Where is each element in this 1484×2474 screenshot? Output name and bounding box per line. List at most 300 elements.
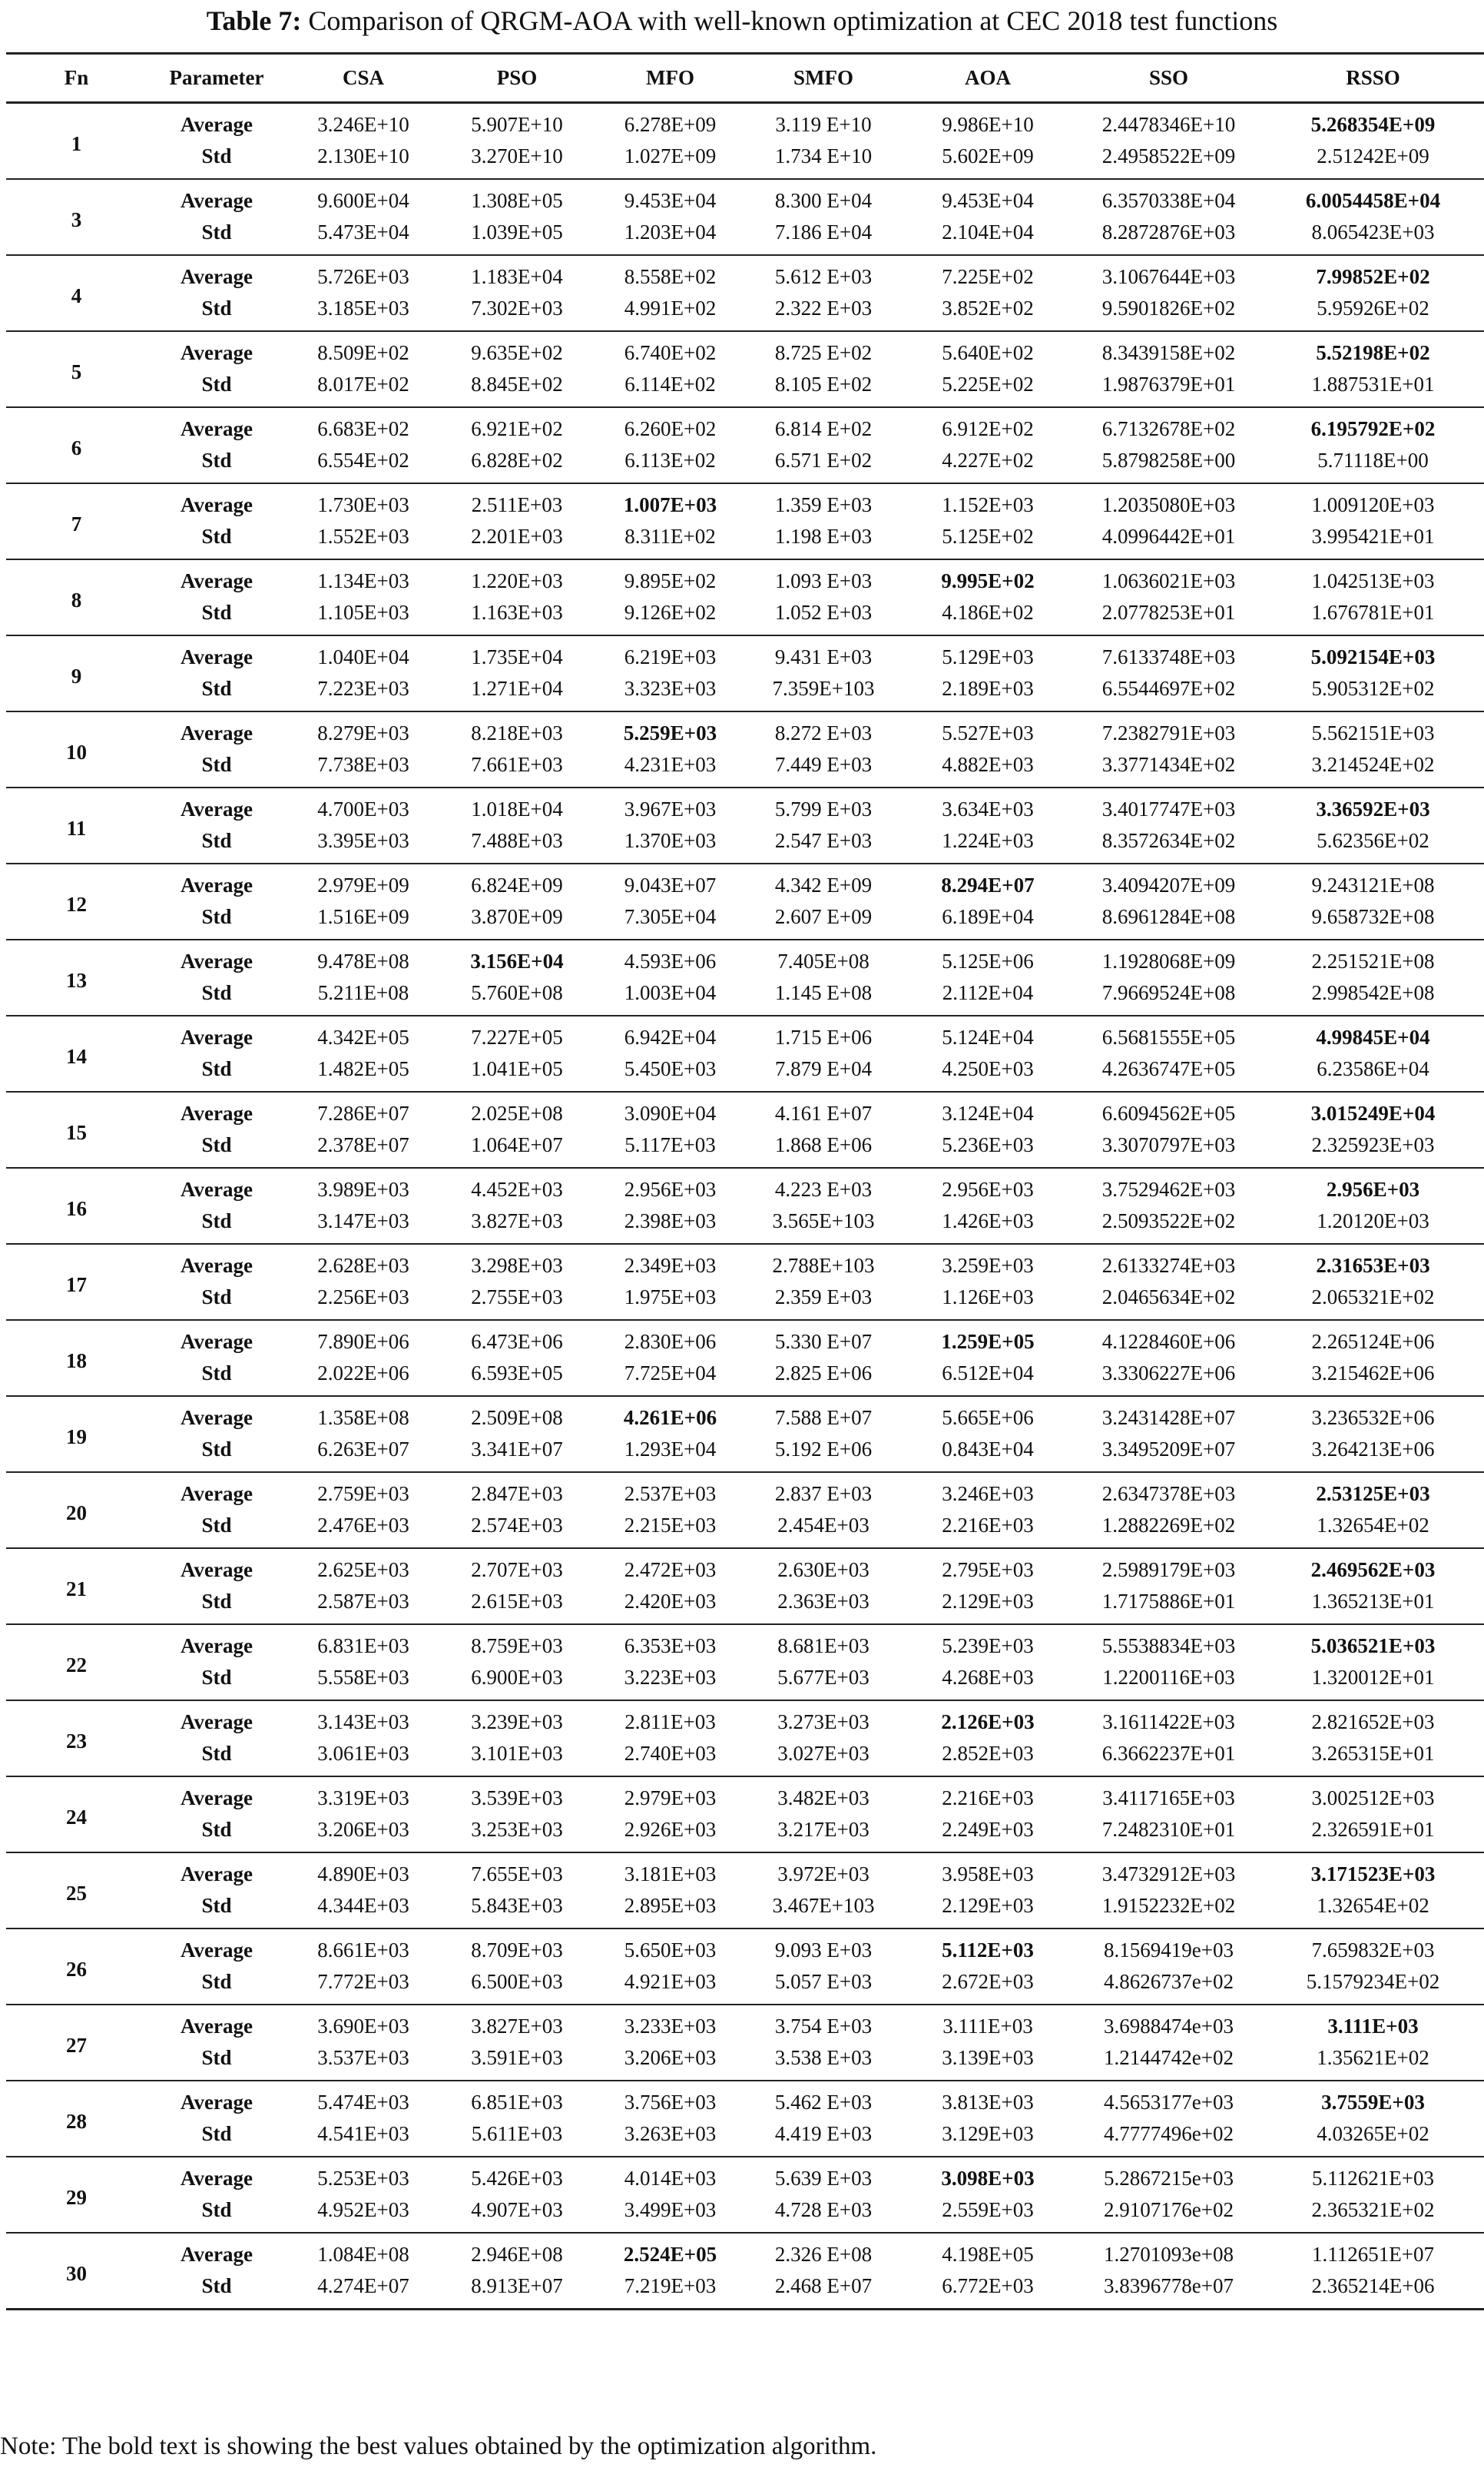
parameter-cell: Std xyxy=(201,1285,232,1308)
smfo-value-cell: 4.223 E+03 xyxy=(774,1178,873,1201)
sso-value-cell: 8.3439158E+02 xyxy=(1101,341,1236,364)
smfo-value-cell: 1.734 E+10 xyxy=(774,144,873,167)
pso-value-cell: 9.635E+02 xyxy=(471,341,563,364)
aoa-value-cell: 5.129E+03 xyxy=(942,645,1034,668)
mfo-value-cell: 6.114E+02 xyxy=(624,373,716,396)
rsso-value-cell: 3.995421E+01 xyxy=(1311,525,1435,548)
fn-cell: 16 xyxy=(66,1196,87,1220)
pso-value-cell: 7.488E+03 xyxy=(471,829,563,852)
aoa-value-cell: 2.559E+03 xyxy=(942,2198,1034,2221)
average-row xyxy=(6,1016,1484,1053)
rsso-value-cell: 2.065321E+02 xyxy=(1311,1285,1435,1308)
std-row xyxy=(6,521,1484,559)
pso-value-cell: 2.847E+03 xyxy=(471,1482,563,1505)
parameter-cell: Average xyxy=(181,1558,253,1581)
rsso-value-cell: 5.036521E+03 xyxy=(1310,1634,1436,1657)
sso-value-cell: 2.9107176e+02 xyxy=(1104,2198,1234,2221)
pso-value-cell: 3.270E+10 xyxy=(471,144,563,167)
smfo-value-cell: 3.565E+103 xyxy=(772,1209,875,1232)
rsso-value-cell: 5.905312E+02 xyxy=(1311,677,1435,700)
pso-value-cell: 8.845E+02 xyxy=(471,373,563,396)
csa-value-cell: 3.147E+03 xyxy=(317,1209,409,1232)
aoa-value-cell: 2.249E+03 xyxy=(942,1818,1034,1841)
fn-group xyxy=(6,2157,1484,2233)
csa-value-cell: 7.738E+03 xyxy=(317,753,409,776)
sso-value-cell: 2.4478346E+10 xyxy=(1101,113,1236,136)
mfo-value-cell: 4.014E+03 xyxy=(624,2167,717,2190)
parameter-cell: Std xyxy=(201,1209,232,1232)
rsso-value-cell: 2.51242E+09 xyxy=(1317,144,1429,167)
pso-value-cell: 8.913E+07 xyxy=(471,2274,563,2297)
fn-group xyxy=(6,559,1484,635)
fn-group xyxy=(6,864,1484,940)
aoa-value-cell: 2.216E+03 xyxy=(942,1514,1034,1537)
smfo-value-cell: 5.799 E+03 xyxy=(774,798,873,821)
mfo-value-cell: 2.956E+03 xyxy=(624,1178,717,1201)
std-row xyxy=(6,1738,1484,1776)
parameter-cell: Average xyxy=(181,1330,253,1353)
parameter-cell: Average xyxy=(181,645,253,668)
mfo-value-cell: 2.830E+06 xyxy=(624,1330,717,1353)
aoa-value-cell: 2.956E+03 xyxy=(942,1178,1034,1201)
pso-value-cell: 2.025E+08 xyxy=(471,1102,563,1125)
mfo-value-cell: 8.558E+02 xyxy=(624,265,717,288)
csa-value-cell: 8.661E+03 xyxy=(317,1938,409,1962)
fn-cell: 18 xyxy=(66,1348,87,1372)
mfo-value-cell: 9.453E+04 xyxy=(624,189,717,212)
pso-value-cell: 1.183E+04 xyxy=(471,265,563,288)
header-parameter: Parameter xyxy=(169,66,264,89)
parameter-cell: Average xyxy=(181,1634,253,1657)
average-row xyxy=(6,2081,1484,2118)
pso-value-cell: 1.735E+04 xyxy=(471,645,563,668)
mfo-value-cell: 2.740E+03 xyxy=(624,1742,717,1765)
mfo-value-cell: 1.975E+03 xyxy=(624,1285,717,1308)
csa-value-cell: 3.206E+03 xyxy=(317,1818,409,1841)
aoa-value-cell: 5.239E+03 xyxy=(942,1634,1034,1657)
rsso-value-cell: 1.112651E+07 xyxy=(1312,2243,1434,2266)
rsso-value-cell: 3.36592E+03 xyxy=(1316,798,1430,821)
mfo-value-cell: 2.349E+03 xyxy=(624,1254,717,1277)
sso-value-cell: 2.5989179E+03 xyxy=(1101,1558,1236,1581)
smfo-value-cell: 1.093 E+03 xyxy=(774,569,873,592)
fn-group xyxy=(6,255,1484,331)
fn-group xyxy=(6,1244,1484,1320)
sso-value-cell: 4.1228460E+06 xyxy=(1101,1330,1236,1353)
parameter-cell: Std xyxy=(201,905,232,928)
rsso-value-cell: 5.95926E+02 xyxy=(1317,297,1429,320)
csa-value-cell: 2.022E+06 xyxy=(317,1361,409,1385)
aoa-value-cell: 1.259E+05 xyxy=(941,1330,1035,1353)
fn-group xyxy=(6,1776,1484,1852)
pso-value-cell: 3.827E+03 xyxy=(471,1209,563,1232)
csa-value-cell: 7.890E+06 xyxy=(317,1330,409,1353)
std-row xyxy=(6,2118,1484,2157)
smfo-value-cell: 8.725 E+02 xyxy=(774,341,873,364)
fn-cell: 6 xyxy=(71,436,82,459)
parameter-cell: Std xyxy=(201,2274,232,2297)
csa-value-cell: 1.134E+03 xyxy=(317,569,409,592)
sso-value-cell: 3.4732912E+03 xyxy=(1101,1862,1236,1885)
mfo-value-cell: 2.895E+03 xyxy=(624,1894,717,1917)
csa-value-cell: 4.342E+05 xyxy=(317,1026,409,1049)
mfo-value-cell: 1.027E+09 xyxy=(624,144,717,167)
mfo-value-cell: 8.311E+02 xyxy=(624,525,716,548)
rsso-value-cell: 3.214524E+02 xyxy=(1311,753,1435,776)
rsso-value-cell: 7.659832E+03 xyxy=(1311,1938,1435,1962)
smfo-value-cell: 6.814 E+02 xyxy=(774,417,873,440)
mfo-value-cell: 2.215E+03 xyxy=(624,1514,717,1537)
sso-value-cell: 8.3572634E+02 xyxy=(1101,829,1236,852)
fn-group xyxy=(6,483,1484,559)
rsso-value-cell: 2.251521E+08 xyxy=(1311,950,1435,973)
aoa-value-cell: 2.852E+03 xyxy=(942,1742,1034,1765)
csa-value-cell: 4.700E+03 xyxy=(317,798,409,821)
average-row xyxy=(6,940,1484,977)
sso-value-cell: 4.0996442E+01 xyxy=(1101,525,1236,548)
std-row xyxy=(6,141,1484,179)
parameter-cell: Std xyxy=(201,1894,232,1917)
rsso-value-cell: 7.99852E+02 xyxy=(1316,265,1430,288)
smfo-value-cell: 8.272 E+03 xyxy=(774,721,873,745)
fn-cell: 14 xyxy=(66,1044,87,1068)
mfo-value-cell: 3.090E+04 xyxy=(624,1102,717,1125)
rsso-value-cell: 5.52198E+02 xyxy=(1316,341,1430,364)
smfo-value-cell: 3.972E+03 xyxy=(777,1862,870,1885)
csa-value-cell: 5.558E+03 xyxy=(317,1666,409,1689)
rsso-value-cell: 1.32654E+02 xyxy=(1317,1514,1429,1537)
pso-value-cell: 3.156E+04 xyxy=(470,950,564,973)
pso-value-cell: 5.907E+10 xyxy=(471,113,563,136)
parameter-cell: Average xyxy=(181,2243,253,2266)
fn-group xyxy=(6,1928,1484,2005)
header-rsso: RSSO xyxy=(1346,66,1400,89)
smfo-value-cell: 1.052 E+03 xyxy=(774,601,873,624)
comparison-table xyxy=(6,52,1484,2310)
mfo-value-cell: 1.003E+04 xyxy=(624,981,717,1004)
average-row xyxy=(6,1092,1484,1129)
smfo-value-cell: 4.419 E+03 xyxy=(774,2122,873,2145)
pso-value-cell: 3.827E+03 xyxy=(471,2015,563,2038)
smfo-value-cell: 2.837 E+03 xyxy=(774,1482,873,1505)
mfo-value-cell: 3.181E+03 xyxy=(624,1862,717,1885)
aoa-value-cell: 3.124E+04 xyxy=(942,1102,1034,1125)
mfo-value-cell: 6.113E+02 xyxy=(624,449,716,472)
pso-value-cell: 2.201E+03 xyxy=(471,525,563,548)
sso-value-cell: 1.2882269E+02 xyxy=(1101,1514,1236,1537)
csa-value-cell: 2.979E+09 xyxy=(317,874,409,897)
sso-value-cell: 6.3662237E+01 xyxy=(1101,1742,1236,1765)
csa-value-cell: 3.319E+03 xyxy=(317,1786,409,1809)
rsso-value-cell: 5.62356E+02 xyxy=(1317,829,1429,852)
parameter-cell: Std xyxy=(201,1057,232,1080)
mfo-value-cell: 2.524E+05 xyxy=(623,2243,717,2266)
parameter-cell: Std xyxy=(201,1742,232,1765)
caption-label: Table 7: xyxy=(206,5,302,36)
parameter-cell: Average xyxy=(181,1254,253,1277)
sso-value-cell: 2.6347378E+03 xyxy=(1101,1482,1236,1505)
mfo-value-cell: 7.219E+03 xyxy=(624,2274,717,2297)
csa-value-cell: 6.554E+02 xyxy=(317,449,409,472)
parameter-cell: Std xyxy=(201,2198,232,2221)
rsso-value-cell: 4.99845E+04 xyxy=(1316,1026,1430,1049)
fn-group xyxy=(6,2081,1484,2157)
parameter-cell: Std xyxy=(201,753,232,776)
rsso-value-cell: 3.7559E+03 xyxy=(1321,2091,1425,2114)
parameter-cell: Average xyxy=(181,417,253,440)
std-row xyxy=(6,1434,1484,1472)
pso-value-cell: 6.921E+02 xyxy=(471,417,563,440)
pso-value-cell: 1.308E+05 xyxy=(471,189,563,212)
parameter-cell: Std xyxy=(201,144,232,167)
sso-value-cell: 6.5681555E+05 xyxy=(1101,1026,1236,1049)
pso-value-cell: 3.341E+07 xyxy=(471,1438,563,1461)
fn-group xyxy=(6,1548,1484,1624)
mfo-value-cell: 6.219E+03 xyxy=(624,645,717,668)
mfo-value-cell: 3.233E+03 xyxy=(624,2015,717,2038)
mfo-value-cell: 2.926E+03 xyxy=(624,1818,717,1841)
aoa-value-cell: 3.958E+03 xyxy=(942,1862,1034,1885)
pso-value-cell: 7.661E+03 xyxy=(471,753,563,776)
parameter-cell: Std xyxy=(201,449,232,472)
sso-value-cell: 2.0778253E+01 xyxy=(1101,601,1236,624)
fn-group xyxy=(6,1852,1484,1928)
std-row xyxy=(6,977,1484,1016)
fn-group xyxy=(6,711,1484,788)
aoa-value-cell: 5.225E+02 xyxy=(942,373,1034,396)
csa-value-cell: 9.600E+04 xyxy=(317,189,409,212)
pso-value-cell: 1.041E+05 xyxy=(471,1057,563,1080)
parameter-cell: Std xyxy=(201,1133,232,1156)
parameter-cell: Average xyxy=(181,113,253,136)
mfo-value-cell: 6.278E+09 xyxy=(624,113,717,136)
average-row xyxy=(6,331,1484,369)
std-row xyxy=(6,1205,1484,1244)
fn-cell: 22 xyxy=(66,1653,87,1676)
csa-value-cell: 3.395E+03 xyxy=(317,829,409,852)
pso-value-cell: 2.946E+08 xyxy=(471,2243,563,2266)
sso-value-cell: 3.3771434E+02 xyxy=(1101,753,1236,776)
mfo-value-cell: 2.979E+03 xyxy=(624,1786,717,1809)
mfo-value-cell: 6.942E+04 xyxy=(624,1026,717,1049)
pso-value-cell: 5.760E+08 xyxy=(471,981,563,1004)
aoa-value-cell: 2.104E+04 xyxy=(942,221,1034,244)
aoa-value-cell: 2.672E+03 xyxy=(942,1970,1034,1993)
aoa-value-cell: 5.602E+09 xyxy=(942,144,1034,167)
smfo-value-cell: 7.588 E+07 xyxy=(774,1406,873,1429)
aoa-value-cell: 2.126E+03 xyxy=(941,1710,1035,1733)
aoa-value-cell: 3.813E+03 xyxy=(942,2091,1034,2114)
rsso-value-cell: 2.469562E+03 xyxy=(1310,1558,1436,1581)
rsso-value-cell: 1.20120E+03 xyxy=(1317,1209,1429,1232)
smfo-value-cell: 7.359E+103 xyxy=(772,677,875,700)
pso-value-cell: 5.843E+03 xyxy=(471,1894,563,1917)
sso-value-cell: 1.0636021E+03 xyxy=(1101,569,1236,592)
std-row xyxy=(6,369,1484,407)
fn-cell: 12 xyxy=(66,892,87,916)
fn-cell: 4 xyxy=(71,284,82,307)
average-row xyxy=(6,635,1484,673)
smfo-value-cell: 7.449 E+03 xyxy=(774,753,873,776)
average-row xyxy=(6,483,1484,521)
smfo-value-cell: 9.093 E+03 xyxy=(774,1938,873,1962)
parameter-cell: Std xyxy=(201,829,232,852)
smfo-value-cell: 8.105 E+02 xyxy=(774,373,873,396)
aoa-value-cell: 1.224E+03 xyxy=(942,829,1034,852)
sso-value-cell: 2.0465634E+02 xyxy=(1101,1285,1236,1308)
sso-value-cell: 6.3570338E+04 xyxy=(1101,189,1236,212)
smfo-value-cell: 3.538 E+03 xyxy=(774,2046,873,2069)
aoa-value-cell: 3.852E+02 xyxy=(942,297,1034,320)
pso-value-cell: 4.907E+03 xyxy=(471,2198,563,2221)
parameter-cell: Average xyxy=(181,1710,253,1733)
csa-value-cell: 4.890E+03 xyxy=(317,1862,409,1885)
csa-value-cell: 3.185E+03 xyxy=(317,297,409,320)
parameter-cell: Std xyxy=(201,2046,232,2069)
parameter-cell: Average xyxy=(181,265,253,288)
smfo-value-cell: 7.879 E+04 xyxy=(774,1057,873,1080)
pso-value-cell: 2.509E+08 xyxy=(471,1406,563,1429)
average-row xyxy=(6,1548,1484,1586)
mfo-value-cell: 9.126E+02 xyxy=(624,601,717,624)
csa-value-cell: 2.628E+03 xyxy=(317,1254,409,1277)
pso-value-cell: 5.611E+03 xyxy=(471,2122,563,2145)
mfo-value-cell: 6.353E+03 xyxy=(624,1634,717,1657)
parameter-cell: Std xyxy=(201,221,232,244)
rsso-value-cell: 9.243121E+08 xyxy=(1311,874,1435,897)
pso-value-cell: 1.271E+04 xyxy=(471,677,563,700)
average-row xyxy=(6,1624,1484,1662)
mfo-value-cell: 3.223E+03 xyxy=(624,1666,717,1689)
fn-cell: 15 xyxy=(66,1120,87,1144)
parameter-cell: Std xyxy=(201,1361,232,1385)
mfo-value-cell: 4.991E+02 xyxy=(624,297,717,320)
sso-value-cell: 4.5653177e+03 xyxy=(1104,2091,1234,2114)
sso-value-cell: 4.8626737e+02 xyxy=(1104,1970,1234,1993)
pso-value-cell: 7.227E+05 xyxy=(471,1026,563,1049)
smfo-value-cell: 2.825 E+06 xyxy=(774,1361,873,1385)
header-fn: Fn xyxy=(64,66,89,89)
parameter-cell: Average xyxy=(181,1786,253,1809)
csa-value-cell: 4.541E+03 xyxy=(317,2122,409,2145)
mfo-value-cell: 7.725E+04 xyxy=(624,1361,717,1385)
aoa-value-cell: 5.125E+02 xyxy=(942,525,1034,548)
csa-value-cell: 1.105E+03 xyxy=(317,601,409,624)
pso-value-cell: 4.452E+03 xyxy=(471,1178,563,1201)
pso-value-cell: 2.755E+03 xyxy=(471,1285,563,1308)
std-row xyxy=(6,1966,1484,2005)
aoa-value-cell: 3.139E+03 xyxy=(942,2046,1034,2069)
pso-value-cell: 3.239E+03 xyxy=(471,1710,563,1733)
fn-cell: 24 xyxy=(66,1805,87,1829)
average-row xyxy=(6,2233,1484,2270)
rsso-value-cell: 5.268354E+09 xyxy=(1310,113,1436,136)
smfo-value-cell: 8.300 E+04 xyxy=(774,189,873,212)
csa-value-cell: 1.040E+04 xyxy=(317,645,409,668)
sso-value-cell: 9.5901826E+02 xyxy=(1101,297,1236,320)
average-row xyxy=(6,864,1484,901)
pso-value-cell: 3.591E+03 xyxy=(471,2046,563,2069)
parameter-cell: Average xyxy=(181,1026,253,1049)
rsso-value-cell: 2.326591E+01 xyxy=(1311,1818,1435,1841)
rsso-value-cell: 5.112621E+03 xyxy=(1312,2167,1434,2190)
csa-value-cell: 3.537E+03 xyxy=(317,2046,409,2069)
csa-value-cell: 3.061E+03 xyxy=(317,1742,409,1765)
csa-value-cell: 8.509E+02 xyxy=(317,341,409,364)
rsso-value-cell: 5.1579234E+02 xyxy=(1306,1970,1440,1993)
std-row xyxy=(6,293,1484,331)
aoa-value-cell: 5.236E+03 xyxy=(942,1133,1034,1156)
csa-value-cell: 3.246E+10 xyxy=(317,113,409,136)
pso-value-cell: 3.539E+03 xyxy=(471,1786,563,1809)
average-row xyxy=(6,788,1484,825)
std-row xyxy=(6,901,1484,940)
smfo-value-cell: 4.728 E+03 xyxy=(774,2198,873,2221)
pso-value-cell: 3.253E+03 xyxy=(471,1818,563,1841)
csa-value-cell: 2.378E+07 xyxy=(317,1133,409,1156)
sso-value-cell: 4.2636747E+05 xyxy=(1101,1057,1236,1080)
sso-value-cell: 7.2482310E+01 xyxy=(1101,1818,1236,1841)
std-row xyxy=(6,217,1484,255)
fn-cell: 9 xyxy=(71,664,82,688)
mfo-value-cell: 4.231E+03 xyxy=(624,753,717,776)
sso-value-cell: 1.7175886E+01 xyxy=(1101,1590,1236,1613)
mfo-value-cell: 2.420E+03 xyxy=(624,1590,717,1613)
fn-cell: 8 xyxy=(71,588,82,612)
sso-value-cell: 3.4117165E+03 xyxy=(1102,1786,1235,1809)
pso-value-cell: 2.511E+03 xyxy=(471,493,563,516)
parameter-cell: Average xyxy=(181,2015,253,2038)
rsso-value-cell: 3.015249E+04 xyxy=(1310,1102,1436,1125)
smfo-value-cell: 3.217E+03 xyxy=(777,1818,870,1841)
rsso-value-cell: 1.009120E+03 xyxy=(1311,493,1435,516)
aoa-value-cell: 1.152E+03 xyxy=(942,493,1034,516)
aoa-value-cell: 2.129E+03 xyxy=(942,1894,1034,1917)
sso-value-cell: 1.1928068E+09 xyxy=(1101,950,1236,973)
aoa-value-cell: 1.426E+03 xyxy=(942,1209,1034,1232)
csa-value-cell: 2.256E+03 xyxy=(317,1285,409,1308)
aoa-value-cell: 5.125E+06 xyxy=(942,950,1034,973)
aoa-value-cell: 7.225E+02 xyxy=(942,265,1034,288)
mfo-value-cell: 1.370E+03 xyxy=(624,829,717,852)
csa-value-cell: 2.130E+10 xyxy=(317,144,409,167)
smfo-value-cell: 2.363E+03 xyxy=(777,1590,870,1613)
parameter-cell: Average xyxy=(181,189,253,212)
sso-value-cell: 3.8396778e+07 xyxy=(1104,2274,1234,2297)
fn-cell: 28 xyxy=(66,2109,87,2133)
fn-group xyxy=(6,103,1484,180)
sso-value-cell: 2.6133274E+03 xyxy=(1101,1254,1236,1277)
aoa-value-cell: 4.186E+02 xyxy=(942,601,1034,624)
rsso-value-cell: 6.0054458E+04 xyxy=(1305,189,1441,212)
smfo-value-cell: 6.571 E+02 xyxy=(774,449,873,472)
pso-value-cell: 5.426E+03 xyxy=(471,2167,563,2190)
parameter-cell: Std xyxy=(201,981,232,1004)
mfo-value-cell: 3.206E+03 xyxy=(624,2046,717,2069)
fn-group xyxy=(6,788,1484,864)
sso-value-cell: 3.1067644E+03 xyxy=(1101,265,1236,288)
smfo-value-cell: 2.359 E+03 xyxy=(774,1285,873,1308)
sso-value-cell: 3.3070797E+03 xyxy=(1101,1133,1236,1156)
aoa-value-cell: 3.259E+03 xyxy=(942,1254,1034,1277)
pso-value-cell: 6.900E+03 xyxy=(471,1666,563,1689)
rsso-value-cell: 1.32654E+02 xyxy=(1317,1894,1429,1917)
sso-value-cell: 3.3306227E+06 xyxy=(1101,1361,1236,1385)
std-row xyxy=(6,2270,1484,2310)
parameter-cell: Average xyxy=(181,1862,253,1885)
parameter-cell: Average xyxy=(181,2091,253,2114)
csa-value-cell: 1.358E+08 xyxy=(317,1406,409,1429)
